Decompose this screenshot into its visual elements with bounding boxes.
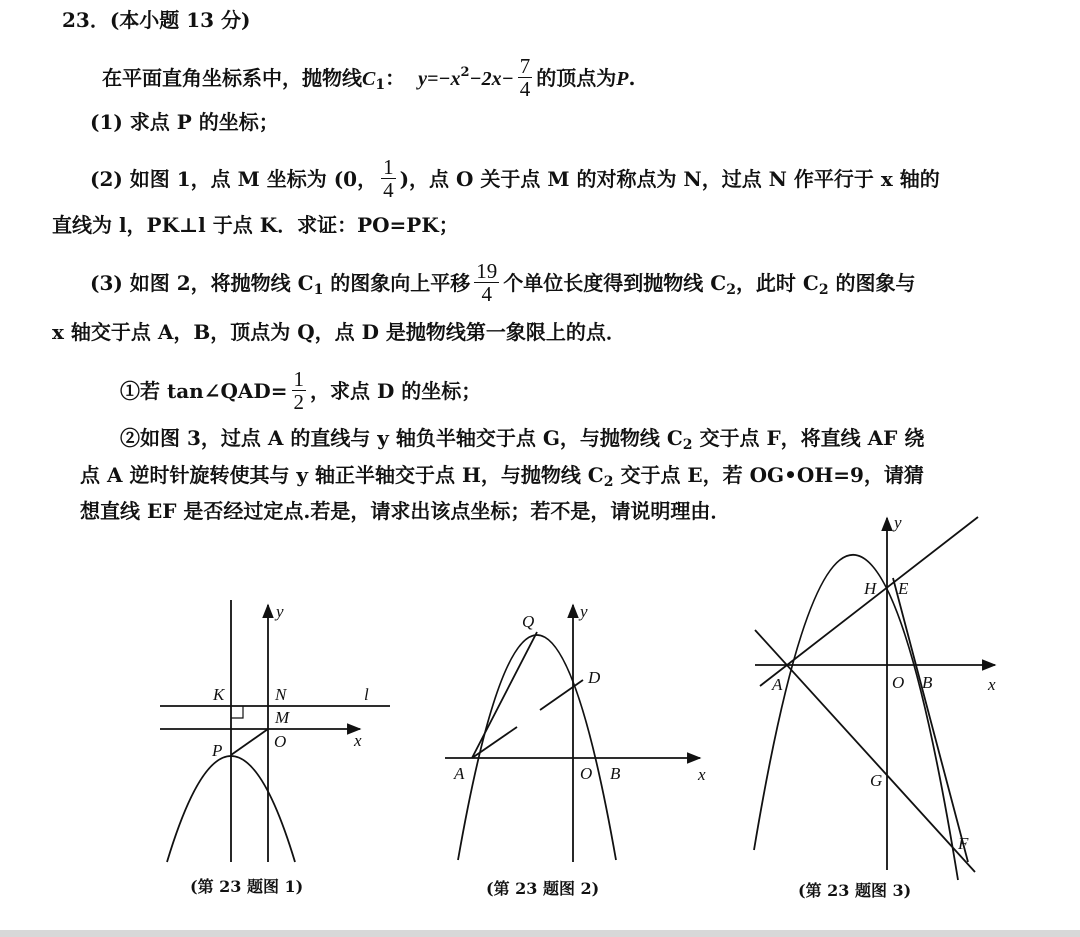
fig1-right-angle — [231, 706, 243, 718]
fig1-label-o: O — [274, 732, 287, 751]
intro-eq-sup: 2 — [460, 65, 470, 80]
fig3-label-h: H — [864, 579, 877, 598]
fig2-label-a: A — [454, 764, 465, 783]
fig3-parabola — [754, 555, 958, 880]
figure-2-caption: (第 23 题图 2) — [486, 879, 600, 898]
q3-text-e: 的图象与 — [828, 271, 916, 295]
intro-text-a: 在平面直角坐标系中，抛物线 — [102, 66, 362, 90]
q2-frac-den: 4 — [383, 178, 394, 202]
question-3-line-2: x 轴交于点 A，B，顶点为 Q，点 D 是抛物线第一象限上的点． — [52, 320, 626, 344]
question-2-line-2: 直线为 l，PK⊥l 于点 K．求证：PO=PK； — [52, 213, 459, 237]
fig2-ad-segment-a — [472, 727, 517, 758]
intro-frac-den: 4 — [519, 77, 531, 101]
q3-2-text-a: ②如图 3，过点 A 的直线与 y 轴负半轴交于点 G，与抛物线 C — [120, 426, 683, 450]
intro-eq-c: −2x− — [469, 68, 514, 90]
fig2-aq-segment — [472, 632, 537, 758]
fig3-label-o: O — [892, 673, 905, 692]
q3-2-text-b: 交于点 F，将直线 AF 绕 — [692, 426, 925, 450]
q2-frac-num: 1 — [383, 155, 394, 179]
q3-c-sub: 2 — [726, 282, 736, 298]
question-1: (1) 求点 P 的坐标； — [90, 110, 279, 134]
fig2-label-y: y — [580, 602, 588, 621]
question-3-part-2-line-3: 想直线 EF 是否经过定点.若是，请求出该点坐标；若不是，请说明理由． — [80, 499, 731, 523]
bottom-divider — [0, 930, 1080, 937]
fig1-label-l: l — [364, 685, 369, 704]
q2-text-b: )，点 O 关于点 M 的对称点为 N，过点 N 作平行于 x 轴的 — [399, 167, 940, 191]
fig3-label-b: B — [922, 673, 933, 692]
intro-end-a: 的顶点为 — [536, 66, 617, 90]
fig1-label-x: x — [354, 731, 362, 750]
q3-d-sub: 2 — [818, 282, 829, 298]
fig1-label-n: N — [275, 685, 287, 704]
q3-2-text-d: 交于点 E，若 OG•OH=9，请猜 — [613, 463, 924, 487]
intro-frac-num: 7 — [519, 54, 531, 78]
figure-3-caption: (第 23 题图 3) — [798, 881, 912, 900]
fig3-line-af — [755, 630, 975, 872]
fig2-label-b: B — [610, 764, 621, 783]
fig1-label-p: P — [212, 741, 223, 760]
figure-3 — [754, 517, 995, 880]
q3-1-text-b: ，求点 D 的坐标； — [310, 379, 482, 403]
fig2-ad-segment-b — [540, 680, 583, 710]
fig2-label-o: O — [580, 764, 593, 783]
intro-eq-b: =−x — [426, 68, 461, 90]
intro-c: C — [362, 68, 376, 90]
fig2-label-q: Q — [522, 612, 535, 631]
fig1-po-segment — [231, 729, 268, 755]
intro-end-p: P — [616, 68, 629, 90]
q3-text-a: (3) 如图 2，将抛物线 C — [90, 271, 314, 295]
fig1-label-y: y — [276, 602, 284, 621]
q3-1-text-a: ①若 tan∠QAD= — [120, 379, 288, 403]
fig3-label-y: y — [894, 513, 902, 532]
fig3-label-x: x — [988, 675, 996, 694]
intro-c-sub: 1 — [375, 77, 386, 93]
intro-eq-y: y — [418, 68, 427, 90]
fig3-label-e: E — [898, 579, 909, 598]
q3-frac-den: 4 — [481, 282, 493, 306]
q3-2-a-sub: 2 — [682, 437, 693, 453]
intro-text-b: ： — [385, 66, 406, 90]
fig1-label-k: K — [213, 685, 225, 704]
fig3-label-a: A — [772, 675, 783, 694]
q3-2-c-sub: 2 — [603, 474, 614, 490]
fig3-label-g: G — [870, 771, 883, 790]
q3-text-c: 个单位长度得到抛物线 C — [503, 271, 727, 295]
q2-text-a: (2) 如图 1，点 M 坐标为 (0， — [90, 167, 378, 191]
q3-1-frac-num: 1 — [293, 367, 304, 391]
figure-2 — [445, 605, 700, 862]
q3-text-b: 的图象向上平移 — [323, 271, 471, 295]
q3-frac-num: 19 — [476, 259, 498, 283]
fig2-label-x: x — [698, 765, 706, 784]
fig3-line-ae — [760, 517, 978, 686]
q3-1-frac-den: 2 — [293, 390, 304, 414]
fig2-label-d: D — [588, 668, 601, 687]
q3-text-d: ，此时 C — [735, 271, 819, 295]
q3-2-text-c: 点 A 逆时针旋转使其与 y 轴正半轴交于点 H，与抛物线 C — [80, 463, 604, 487]
fig3-label-f: F — [958, 834, 969, 853]
intro-end-b: . — [628, 66, 636, 90]
problem-header: 23．(本小题 13 分) — [62, 8, 251, 32]
fig1-label-m: M — [275, 708, 290, 727]
figure-1-caption: (第 23 题图 1) — [190, 877, 304, 896]
fig3-line-ef — [893, 578, 968, 862]
q3-a-sub: 1 — [313, 282, 324, 298]
